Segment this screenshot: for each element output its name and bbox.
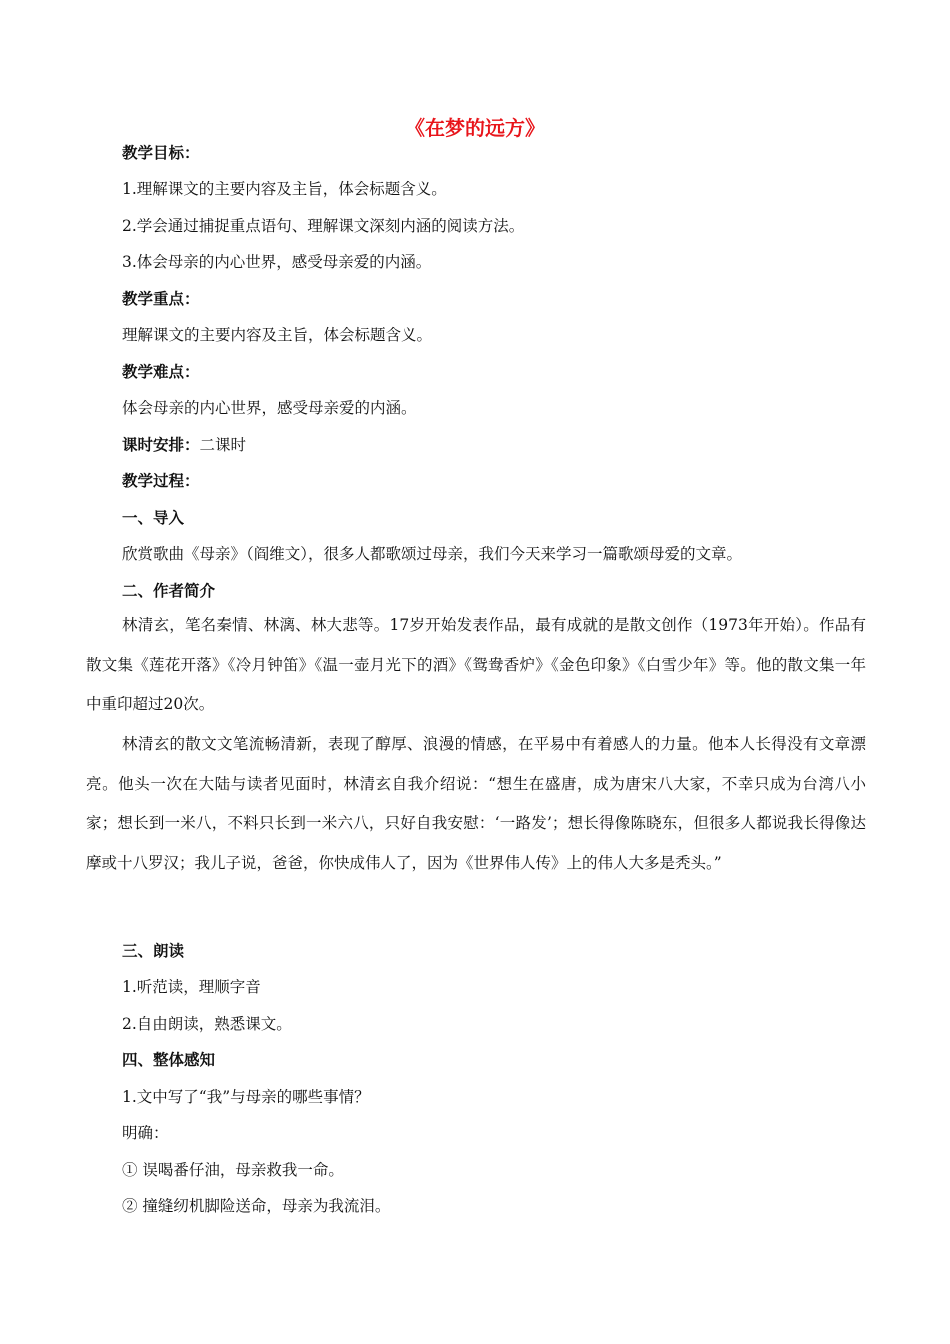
schedule-label: 课时安排： (122, 436, 200, 454)
schedule-value: 二课时 (199, 436, 247, 454)
difficulties-text: 体会母亲的内心世界，感受母亲爱的内涵。 (122, 399, 417, 417)
section-heading-author: 二、作者简介 (122, 582, 216, 600)
objective-item: 2.学会通过捕捉重点语句、理解课文深刻内涵的阅读方法。 (122, 217, 525, 235)
section-heading-reading: 三、朗读 (122, 942, 185, 960)
answer-item: ① 误喝番仔油，母亲救我一命。 (122, 1161, 344, 1179)
objective-item: 1.理解课文的主要内容及主旨，体会标题含义。 (122, 180, 447, 198)
intro-text: 欣赏歌曲《母亲》（阎维文），很多人都歌颂过母亲，我们今天来学习一篇歌颂母爱的文章。 (122, 545, 743, 563)
reading-item: 1.听范读，理顺字音 (122, 978, 261, 996)
author-paragraph-2: 林清玄的散文文笔流畅清新，表现了醇厚、浪漫的情感，在平易中有着感人的力量。他本人长得没有文章漂亮。他头一次在大陆与读者见面时，林清玄自我介绍说：“想生在盛唐，成为唐宋八大家，不幸只成为台湾八小家；想长到一米八，不料只长到一米六八，只好自我安慰：‘一路发’；想长得像陈晓东，但很多人都说我长得像达摩或十八罗汉；我儿子说，爸爸，你快成伟人了，因为《世界伟人传》上的伟人大多是秃头。” (86, 735, 866, 872)
author-paragraph-1: 林清玄，笔名秦情、林漓、林大悲等。17岁开始发表作品，最有成就的是散文创作（1973年开始）。作品有散文集《莲花开落》《冷月钟笛》《温一壶月光下的酒》《鸳鸯香炉》《金色印象》《白雪少年》等。他的散文集一年中重印超过20次。 (86, 616, 866, 713)
difficulties-heading: 教学难点： (122, 363, 200, 381)
objective-item: 3.体会母亲的内心世界，感受母亲爱的内涵。 (122, 253, 432, 271)
key-points-heading: 教学重点： (122, 290, 200, 308)
document-title: 《在梦的远方》 (405, 116, 545, 140)
section-heading-intro: 一、导入 (122, 509, 185, 527)
schedule-line (122, 435, 246, 455)
answer-label: 明确： (122, 1124, 169, 1142)
reading-item: 2.自由朗读，熟悉课文。 (122, 1015, 292, 1033)
process-heading: 教学过程： (122, 472, 200, 490)
objectives-heading: 教学目标： (122, 144, 200, 162)
section-heading-overall: 四、整体感知 (122, 1051, 216, 1069)
overall-question: 1.文中写了“我”与母亲的哪些事情？ (122, 1088, 370, 1106)
answer-item: ② 撞缝纫机脚险送命，母亲为我流泪。 (122, 1197, 391, 1215)
key-points-text: 理解课文的主要内容及主旨，体会标题含义。 (122, 326, 433, 344)
